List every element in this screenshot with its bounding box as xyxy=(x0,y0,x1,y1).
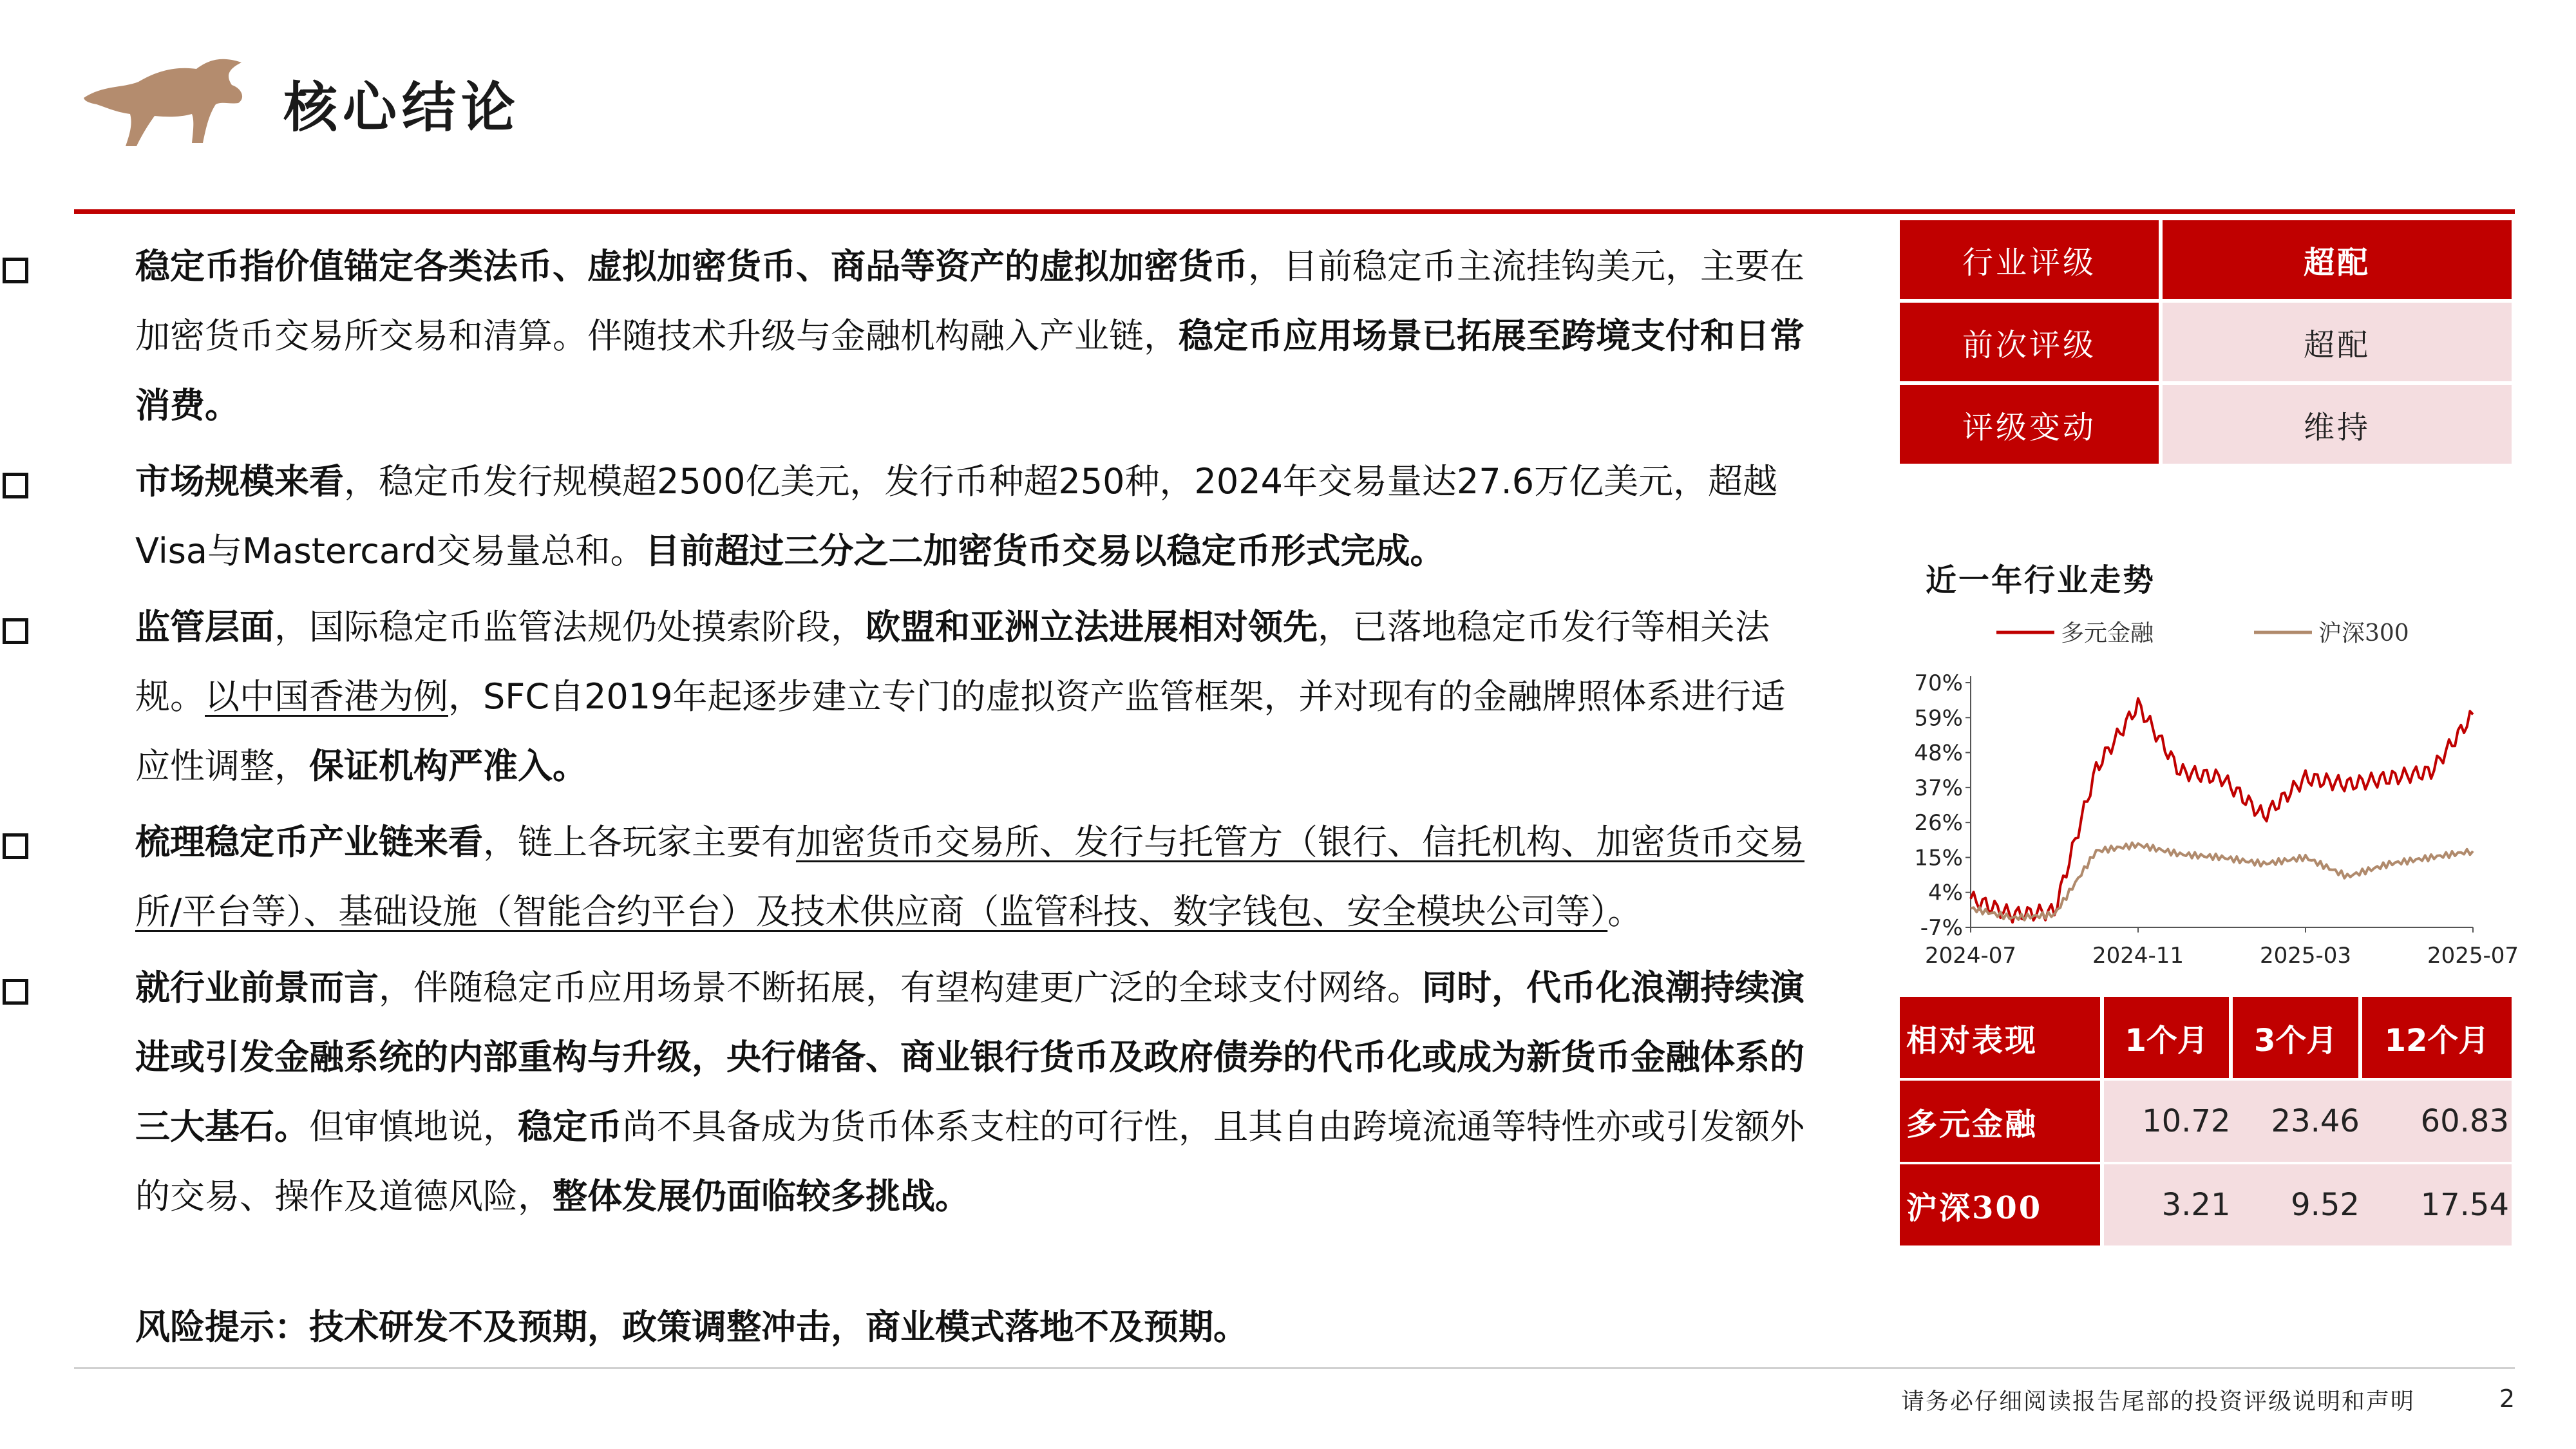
bullet-segment: 以中国香港为例 xyxy=(205,676,448,717)
bullet-item xyxy=(135,953,1810,1231)
header-divider xyxy=(74,209,2515,214)
bullet-segment: ，已落地稳定币发行等相关法规。 xyxy=(135,607,1770,717)
relative-performance-table xyxy=(1900,994,2512,1248)
rating-row xyxy=(1900,385,2512,464)
bullet-square-icon xyxy=(3,979,28,1005)
bullet-segment: ，链上各玩家主要有 xyxy=(483,822,796,862)
perf-cell: 9.52 xyxy=(2233,1164,2362,1245)
x-tick-label: 2025-03 xyxy=(2259,943,2352,969)
perf-header-cell: 1个月 xyxy=(2104,997,2233,1078)
bullet-segment: 整体发展仍面临较多挑战。 xyxy=(553,1176,970,1217)
chart-title: 近一年行业走势 xyxy=(1926,562,2156,598)
bullet-segment: 梳理稳定币产业链来看 xyxy=(135,822,483,862)
bullet-segment: ，伴随稳定币应用场景不断拓展，有望构建更广泛的全球支付网络。 xyxy=(379,967,1422,1008)
series-line-hushen300 xyxy=(1971,842,2473,920)
bullet-segment: 就行业前景而言 xyxy=(135,967,379,1008)
x-tick-label: 2024-07 xyxy=(1924,943,2017,969)
bullet-segment: ，SFC自2019年起逐步建立专门的虚拟资产监管框架，并对现有的金融牌照体系进行适应性调整， xyxy=(135,676,1786,786)
bullet-segment: ，目前稳定币主流挂钩美元，主要在加密货币交易所交易和清算。伴随技术升级与金融机构融入产业链， xyxy=(135,246,1804,356)
rating-row xyxy=(1900,220,2512,299)
bullet-segment: 欧盟和亚洲立法进展相对领先 xyxy=(866,607,1318,647)
bullet-segment: 保证机构严准入。 xyxy=(309,746,587,786)
perf-cell: 17.54 xyxy=(2362,1164,2512,1245)
bullet-square-icon xyxy=(3,473,28,498)
y-tick-label: 15% xyxy=(1914,845,1963,871)
bullet-square-icon xyxy=(3,833,28,859)
legend-label: 多元金融 xyxy=(2061,620,2154,647)
bullet-segment: 稳定币指价值锚定各类法币、虚拟加密货币、商品等资产的虚拟加密货币 xyxy=(135,246,1248,287)
perf-header-row xyxy=(1900,997,2512,1078)
rating-value: 维持 xyxy=(2163,385,2512,464)
x-tick-label: 2024-11 xyxy=(2092,943,2184,969)
disclaimer-note: 请务必仔细阅读报告尾部的投资评级说明和声明 xyxy=(1900,1388,2415,1415)
perf-row xyxy=(1900,1164,2512,1245)
bullet-square-icon xyxy=(3,618,28,644)
rating-label: 行业评级 xyxy=(1900,220,2163,299)
y-tick-label: 70% xyxy=(1914,670,1963,696)
perf-cell: 60.83 xyxy=(2362,1081,2512,1162)
legend-label: 沪深300 xyxy=(2318,620,2409,647)
bullet-text xyxy=(135,822,1804,932)
y-tick-label: 4% xyxy=(1928,880,1963,906)
bullet-segment: ，稳定币发行规模超2500亿美元，发行币种超250种，2024年交易量达27.6万亿美元，超越Visa与Mastercard交易量总和。 xyxy=(135,461,1778,571)
bullet-item xyxy=(135,447,1810,586)
page-title: 核心结论 xyxy=(283,75,521,139)
bullet-segment: 同时，代币化浪潮持续演进或引发金融系统的内部重构与升级，央行储备、商业银行货币及政府债券的代币化或成为新货币金融体系的三大基石。 xyxy=(135,967,1804,1147)
bullet-segment: 尚不具备成为货币体系支柱的可行性，且其自由跨境流通等特性亦或引发额外的交易、操作及道德风险， xyxy=(135,1106,1804,1217)
page-number: 2 xyxy=(2499,1385,2515,1413)
perf-row xyxy=(1900,1081,2512,1162)
bullet-segment: 市场规模来看 xyxy=(135,461,344,502)
bull-logo-icon xyxy=(77,53,251,149)
bullet-segment: 加密货币交易所、发行与托管方（银行、信托机构、加密货币交易所/平台等）、基础设施（智能合约平台）及技术供应商（监管科技、数字钱包、安全模块公司等） xyxy=(135,822,1804,932)
bullet-segment: 。 xyxy=(1607,891,1643,932)
y-tick-label: 48% xyxy=(1914,740,1963,766)
perf-cell: 3.21 xyxy=(2104,1164,2233,1245)
perf-cell: 10.72 xyxy=(2104,1081,2233,1162)
bullet-segment: 稳定币 xyxy=(518,1106,622,1147)
bullet-item xyxy=(135,232,1810,440)
bullet-item xyxy=(135,808,1810,947)
rating-value: 超配 xyxy=(2163,303,2512,381)
x-tick-label: 2025-07 xyxy=(2427,943,2519,969)
bullet-text xyxy=(135,246,1804,426)
rating-table xyxy=(1900,216,2512,468)
rating-value: 超配 xyxy=(2163,220,2512,299)
bullet-segment: 但审慎地说， xyxy=(309,1106,518,1147)
industry-trend-chart xyxy=(1893,605,2524,985)
y-tick-label: 26% xyxy=(1914,810,1963,837)
rating-label: 评级变动 xyxy=(1900,385,2163,464)
bullet-segment: 稳定币应用场景已拓展至跨境支付和日常消费。 xyxy=(135,316,1804,426)
series-line-duoyuan-jinrong xyxy=(1971,699,2473,923)
y-tick-label: 37% xyxy=(1914,775,1963,801)
conclusion-list xyxy=(135,232,1810,1238)
rating-row xyxy=(1900,303,2512,381)
perf-header-cell: 相对表现 xyxy=(1900,997,2104,1078)
perf-row-name: 多元金融 xyxy=(1900,1081,2104,1162)
bullet-segment: 目前超过三分之二加密货币交易以稳定币形式完成。 xyxy=(645,531,1445,571)
bullet-text xyxy=(135,607,1785,786)
rating-label: 前次评级 xyxy=(1900,303,2163,381)
perf-header-cell: 12个月 xyxy=(2362,997,2512,1078)
bullet-item xyxy=(135,592,1810,801)
bullet-square-icon xyxy=(3,258,28,283)
y-tick-label: -7% xyxy=(1920,915,1963,941)
y-tick-label: 59% xyxy=(1914,705,1963,732)
risk-warning: 风险提示：技术研发不及预期，政策调整冲击，商业模式落地不及预期。 xyxy=(135,1307,1248,1347)
perf-cell: 23.46 xyxy=(2233,1081,2362,1162)
bullet-segment: 监管层面 xyxy=(135,607,274,647)
footer-divider xyxy=(74,1367,2515,1369)
bullet-text xyxy=(135,967,1804,1217)
perf-row-name: 沪深300 xyxy=(1900,1164,2104,1245)
bullet-segment: ，国际稳定币监管法规仍处摸索阶段， xyxy=(274,607,866,647)
perf-header-cell: 3个月 xyxy=(2233,997,2362,1078)
bullet-text xyxy=(135,461,1777,571)
